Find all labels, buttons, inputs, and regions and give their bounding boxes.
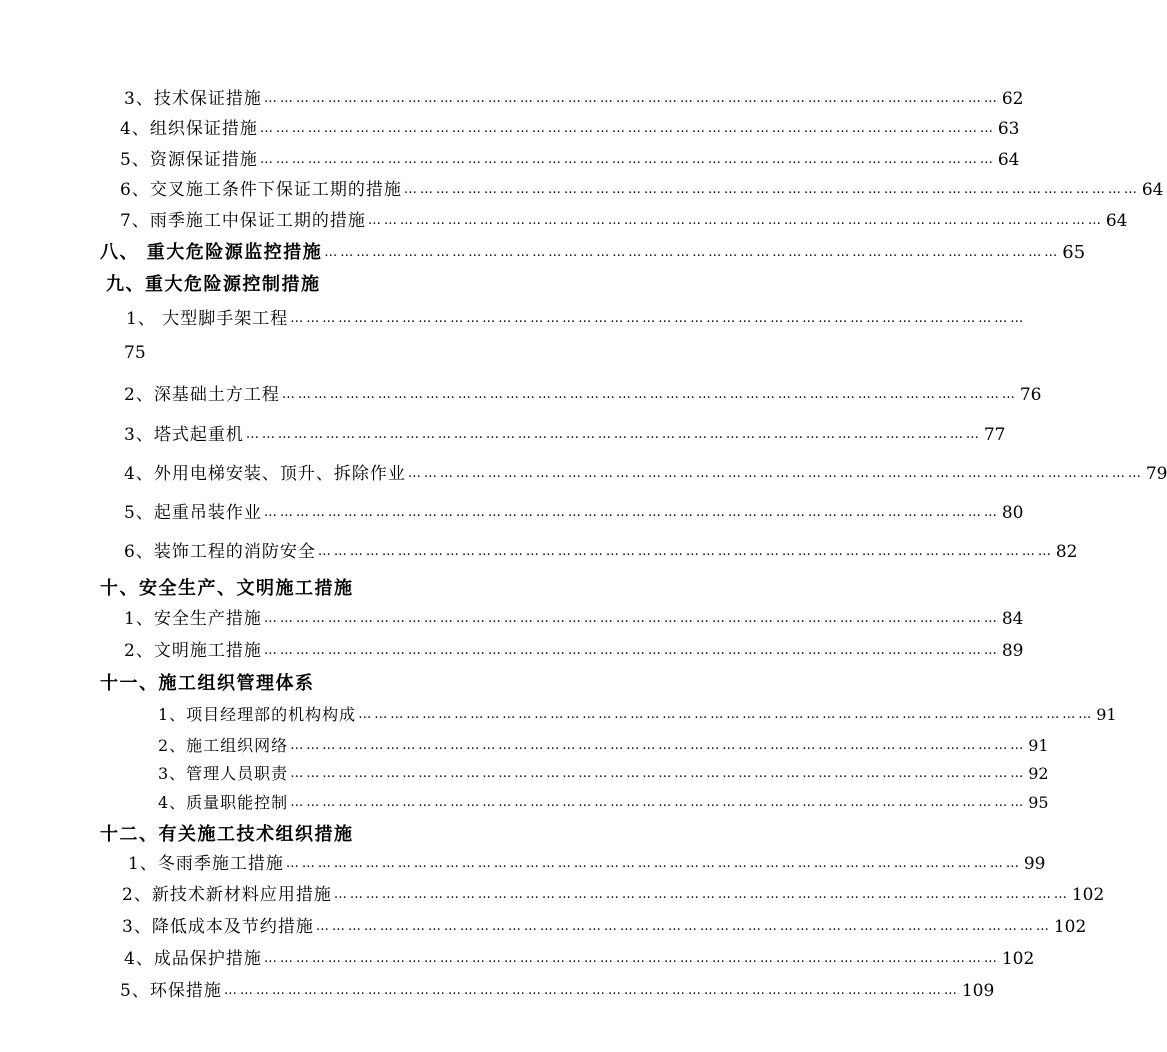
toc-entry[interactable] — [124, 420, 1006, 446]
leader-dots: ………………………………………………………………………………………………………………………… — [281, 387, 1018, 402]
toc-entry-title: 1、项目经理部的机构构成 — [158, 705, 357, 724]
toc-entry-page: 62 — [1001, 89, 1024, 109]
leader-dots: ………………………………………………………………………………………………………………………… — [245, 427, 982, 442]
toc-entry[interactable] — [122, 912, 1087, 938]
leader-dots: ………………………………………………………………………………………………………………………… — [263, 611, 1000, 626]
leader-dots: ………………………………………………………………………………………………………………………… — [317, 544, 1054, 559]
toc-entry-title: 6、交叉施工条件下保证工期的措施 — [120, 180, 402, 200]
leader-dots: ………………………………………………………………………………………………………………………… — [367, 213, 1104, 228]
toc-entry-title: 4、组织保证措施 — [120, 119, 258, 139]
leader-dots: ………………………………………………………………………………………………………………………… — [263, 91, 1000, 106]
toc-entry-page: 79 — [1145, 464, 1167, 484]
toc-entry-page: 80 — [1001, 503, 1024, 523]
leader-dots: ………………………………………………………………………………………………………………………… — [263, 951, 1000, 966]
toc-entry[interactable] — [122, 880, 1105, 906]
toc-entry-title: 1、冬雨季施工措施 — [128, 854, 284, 874]
toc-entry-title: 2、深基础土方工程 — [124, 385, 280, 405]
toc-entry[interactable] — [124, 944, 1035, 970]
toc-entry-page: 109 — [961, 981, 995, 1001]
toc-entry-page: 76 — [1019, 385, 1042, 405]
toc-entry-page: 75 — [124, 343, 146, 363]
toc-entry-page: 89 — [1001, 641, 1024, 661]
toc-section[interactable] — [100, 820, 354, 846]
leader-dots: ………………………………………………………………………………………………………………………… — [259, 152, 996, 167]
leader-dots: ………………………………………………………………………………………………………………………… — [285, 856, 1022, 871]
toc-entry-title: 3、技术保证措施 — [124, 89, 262, 109]
toc-section[interactable] — [106, 270, 321, 296]
toc-entry-title: 5、资源保证措施 — [120, 150, 258, 170]
toc-entry[interactable] — [126, 304, 1027, 330]
toc-section-title: 十一、施工组织管理体系 — [100, 673, 315, 694]
toc-entry-title: 5、起重吊装作业 — [124, 503, 262, 523]
toc-entry[interactable] — [158, 759, 1049, 785]
toc-entry[interactable] — [124, 537, 1078, 563]
toc-entry-title: 2、文明施工措施 — [124, 641, 262, 661]
toc-entry-page: 77 — [983, 425, 1006, 445]
leader-dots: ………………………………………………………………………………………………………………………… — [407, 466, 1144, 481]
toc-entry[interactable] — [120, 145, 1020, 171]
toc-entry-page: 92 — [1028, 764, 1049, 783]
leader-dots: ………………………………………………………………………………………………………………………… — [290, 311, 1027, 326]
toc-section[interactable] — [100, 574, 354, 600]
toc-entry-page: 84 — [1001, 609, 1024, 629]
leader-dots: ………………………………………………………………………………………………………………………… — [263, 505, 1000, 520]
toc-entry[interactable] — [120, 114, 1020, 140]
toc-entry-page: 64 — [997, 150, 1020, 170]
toc-entry-title: 1、 大型脚手架工程 — [126, 309, 289, 329]
toc-section[interactable] — [100, 238, 1086, 264]
toc-entry-page: 102 — [1001, 949, 1035, 969]
leader-dots: ………………………………………………………………………………………………………………………… — [263, 643, 1000, 658]
toc-entry-title: 2、施工组织网络 — [158, 736, 289, 755]
toc-entry[interactable] — [124, 380, 1042, 406]
toc-entry-page: 63 — [997, 119, 1020, 139]
toc-entry[interactable] — [158, 788, 1049, 814]
toc-entry-page: 82 — [1055, 542, 1078, 562]
leader-dots: ………………………………………………………………………………………………………………………… — [358, 707, 1095, 722]
toc-entry-page: 91 — [1028, 736, 1049, 755]
toc-section-title: 十二、有关施工技术组织措施 — [100, 824, 354, 845]
leader-dots: ………………………………………………………………………………………………………………………… — [315, 919, 1052, 934]
toc-entry[interactable] — [124, 498, 1024, 524]
toc-entry-title: 3、管理人员职责 — [158, 764, 289, 783]
toc-entry[interactable] — [124, 84, 1024, 110]
toc-entry[interactable] — [158, 700, 1117, 726]
toc-entry-page: 102 — [1053, 917, 1087, 937]
leader-dots: ………………………………………………………………………………………………………………………… — [403, 182, 1140, 197]
toc-entry-page: 102 — [1071, 885, 1105, 905]
toc-entry-page: 95 — [1028, 793, 1049, 812]
toc-entry-page: 99 — [1023, 854, 1046, 874]
toc-entry-title: 3、降低成本及节约措施 — [122, 917, 314, 937]
toc-entry[interactable] — [128, 849, 1046, 875]
toc-entry-title: 4、外用电梯安装、顶升、拆除作业 — [124, 464, 406, 484]
toc-entry[interactable] — [120, 206, 1128, 232]
toc-section-title: 九、重大危险源控制措施 — [106, 274, 321, 295]
leader-dots: ………………………………………………………………………………………………………………………… — [290, 795, 1027, 810]
toc-entry-title: 4、成品保护措施 — [124, 949, 262, 969]
toc-entry-title: 6、装饰工程的消防安全 — [124, 542, 316, 562]
toc-entry[interactable] — [124, 636, 1024, 662]
leader-dots: ………………………………………………………………………………………………………………………… — [324, 245, 1061, 260]
toc-section-title: 十、安全生产、文明施工措施 — [100, 578, 354, 599]
leader-dots: ………………………………………………………………………………………………………………………… — [223, 983, 960, 998]
toc-entry-title: 2、新技术新材料应用措施 — [122, 885, 332, 905]
toc-entry-page: 64 — [1141, 180, 1164, 200]
leader-dots: ………………………………………………………………………………………………………………………… — [290, 738, 1027, 753]
toc-section[interactable] — [100, 669, 315, 695]
toc-entry-title: 5、环保措施 — [120, 981, 222, 1001]
toc-entry-title: 4、质量职能控制 — [158, 793, 289, 812]
toc-entry[interactable] — [158, 731, 1049, 757]
toc-entry-title: 1、安全生产措施 — [124, 609, 262, 629]
toc-entry-page: 64 — [1105, 211, 1128, 231]
toc-section-title: 八、 重大危险源监控措施 — [100, 242, 323, 263]
leader-dots: ………………………………………………………………………………………………………………………… — [333, 887, 1070, 902]
toc-entry-title: 3、塔式起重机 — [124, 425, 244, 445]
toc-entry[interactable] — [120, 976, 995, 1002]
toc-entry[interactable] — [124, 604, 1024, 630]
toc-entry-title: 7、雨季施工中保证工期的措施 — [120, 211, 366, 231]
toc-entry-page: 91 — [1096, 705, 1117, 724]
leader-dots: ………………………………………………………………………………………………………………………… — [259, 121, 996, 136]
toc-section-page: 65 — [1062, 242, 1086, 263]
toc-entry[interactable] — [124, 459, 1167, 485]
toc-entry[interactable] — [120, 175, 1164, 201]
leader-dots: ………………………………………………………………………………………………………………………… — [290, 766, 1027, 781]
